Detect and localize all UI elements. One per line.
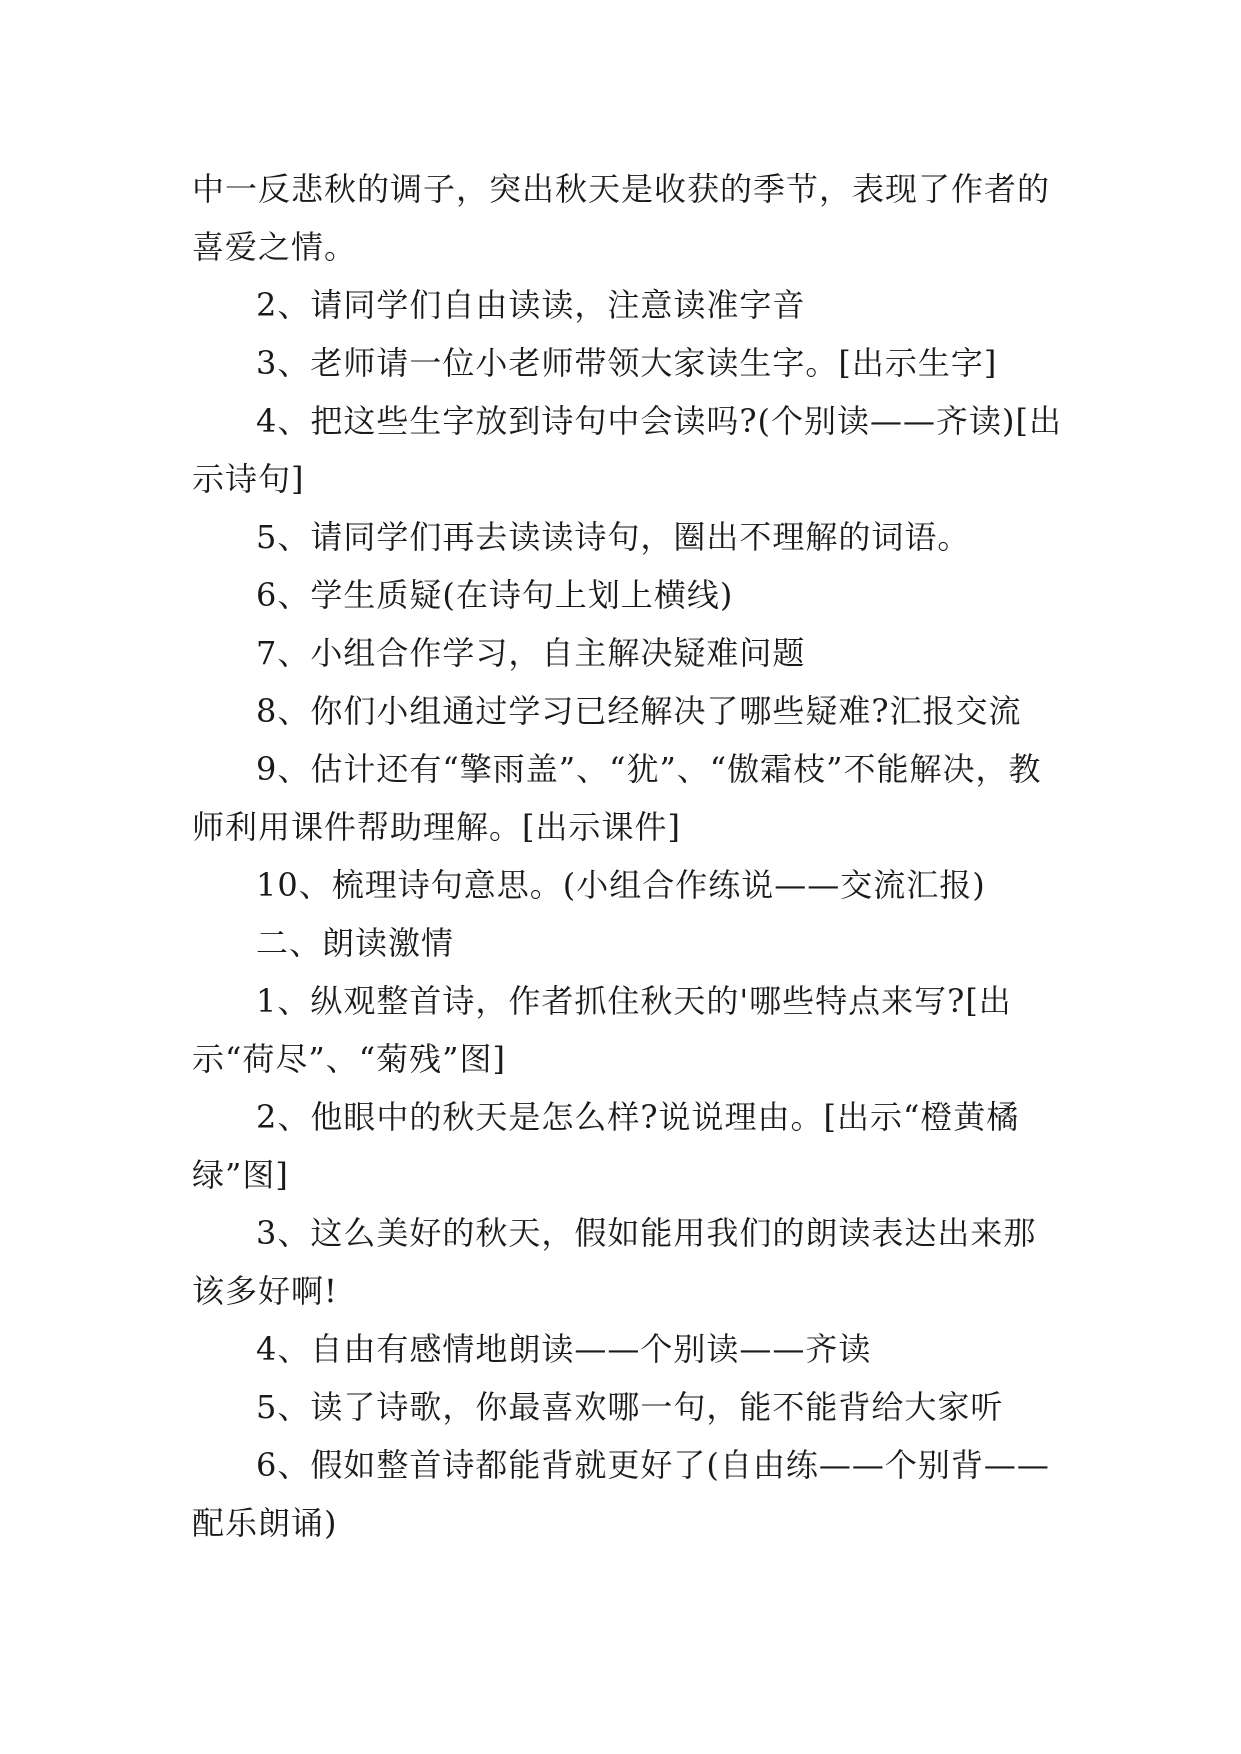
step-5-paragraph: 5、请同学们再去读读诗句，圈出不理解的词语。 (256, 518, 971, 556)
step-7-paragraph: 7、小组合作学习，自主解决疑难问题 (256, 634, 806, 672)
reading-step-1-paragraph: 1、纵观整首诗，作者抓住秋天的'哪些特点来写?[出示“荷尽”、“菊残”图] (192, 982, 1012, 1078)
document-body (192, 160, 1062, 1552)
step-2-paragraph: 2、请同学们自由读读，注意读准字音 (256, 286, 806, 324)
step-9-paragraph: 9、估计还有“擎雨盖”、“犹”、“傲霜枝”不能解决，教师利用课件帮助理解。[出示课件] (192, 750, 1042, 846)
reading-step-6-paragraph: 6、假如整首诗都能背就更好了(自由练——个别背——配乐朗诵) (192, 1446, 1050, 1542)
reading-step-2-paragraph: 2、他眼中的秋天是怎么样?说说理由。[出示“橙黄橘绿”图] (192, 1098, 1020, 1194)
reading-step-4-paragraph: 4、自由有感情地朗读——个别读——齐读 (256, 1330, 872, 1368)
paragraph-continuation: 中一反悲秋的调子，突出秋天是收获的季节，表现了作者的喜爱之情。 (192, 170, 1051, 266)
reading-step-5-paragraph: 5、读了诗歌，你最喜欢哪一句，能不能背给大家听 (256, 1388, 1004, 1426)
step-6-paragraph: 6、学生质疑(在诗句上划上横线) (256, 576, 734, 614)
reading-step-3-paragraph: 3、这么美好的秋天，假如能用我们的朗读表达出来那该多好啊! (192, 1214, 1037, 1310)
step-3-paragraph: 3、老师请一位小老师带领大家读生字。[出示生字] (256, 344, 998, 382)
step-10-paragraph: 10、梳理诗句意思。(小组合作练说——交流汇报) (256, 866, 986, 904)
section-heading: 二、朗读激情 (256, 924, 455, 962)
step-4-paragraph: 4、把这些生字放到诗句中会读吗?(个别读——齐读)[出示诗句] (192, 402, 1062, 498)
step-8-paragraph: 8、你们小组通过学习已经解决了哪些疑难?汇报交流 (256, 692, 1022, 730)
